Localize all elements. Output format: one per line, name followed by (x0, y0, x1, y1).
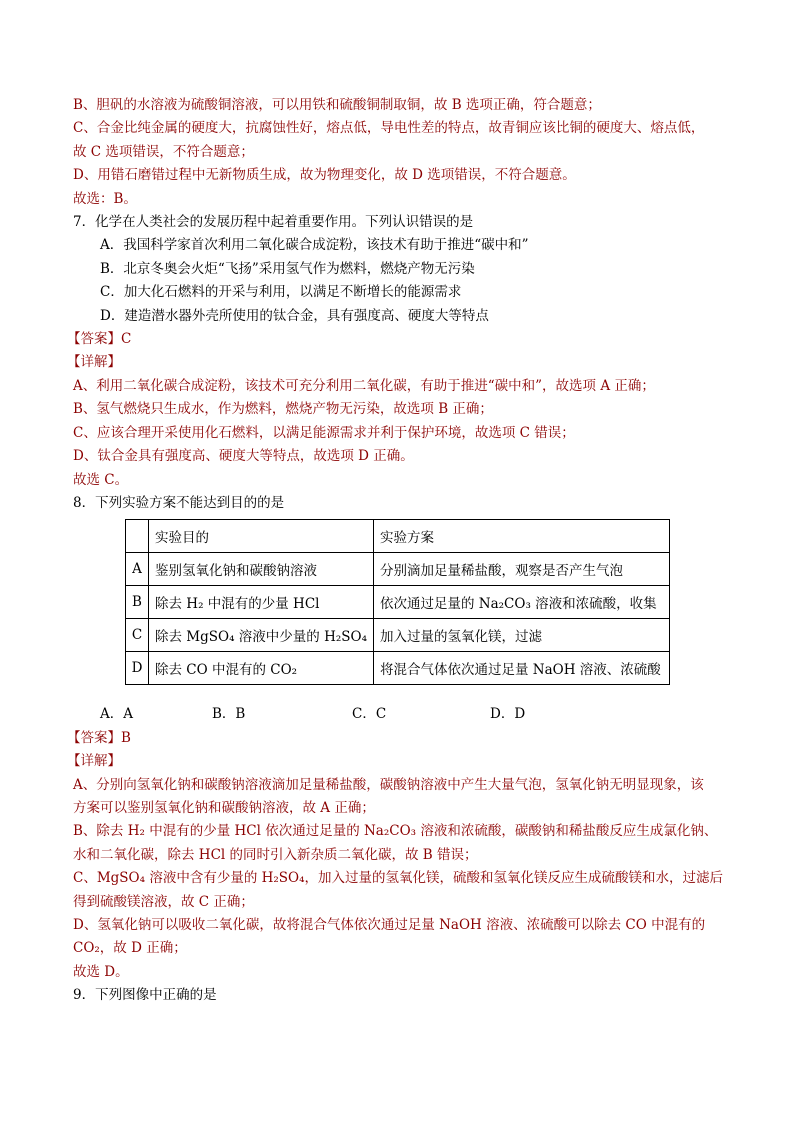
answer-label: 【答案】 (67, 331, 121, 348)
question-8 (67, 492, 733, 984)
row-plan: 依次通过足量的 Na₂CO₃ 溶液和浓硫酸，收集 (373, 586, 669, 619)
detail-line (67, 351, 733, 374)
answer-line (67, 727, 733, 750)
prev-explanation (73, 94, 733, 211)
row-purpose: 除去 MgSO₄ 溶液中少量的 H₂SO₄ (149, 619, 374, 652)
question-9 (73, 984, 733, 1007)
table-row (126, 619, 670, 652)
row-label: B (126, 586, 149, 619)
table-row (126, 553, 670, 586)
explanation-line: C、合金比纯金属的硬度大，抗腐蚀性好，熔点低，导电性差的特点，故青铜应该比铜的硬度大、熔点低， (73, 120, 705, 137)
document-page (67, 94, 733, 1008)
detail-label: 【详解】 (67, 753, 121, 770)
answer-label: 【答案】 (67, 729, 121, 746)
explanation-line: CO₂，故 D 正确； (73, 940, 187, 957)
answer-line (67, 328, 733, 351)
explanation-line: B、除去 H₂ 中混有的少量 HCl 依次通过足量的 Na₂CO₃ 溶液和浓硫酸，碳酸钠和稀盐酸反应生成氯化钠、 (73, 823, 718, 840)
option-b: B．北京冬奥会火炬“飞扬”采用氢气作为燃料，燃烧产物无污染 (100, 260, 475, 277)
option-d: D．建造潜水器外壳所使用的钛合金，具有强度高、硬度大等特点 (100, 307, 489, 324)
explanation-line: C、MgSO₄ 溶液中含有少量的 H₂SO₄，加入过量的氢氧化镁，硫酸和氢氧化镁反应生成硫酸镁和水，过滤后 (73, 870, 724, 887)
option-c: C．加大化石燃料的开采与利用，以满足不断增长的能源需求 (100, 284, 462, 301)
row-label: A (126, 553, 149, 586)
explanation-line: A、利用二氧化碳合成淀粉，该技术可充分利用二氧化碳，有助于推进“碳中和”，故选项 A 正确； (73, 377, 655, 394)
header-cell: 实验方案 (373, 520, 669, 553)
row-label: C (126, 619, 149, 652)
explanation-line: 方案可以鉴别氢氧化钠和碳酸钠溶液，故 A 正确； (73, 799, 375, 816)
row-purpose: 除去 H₂ 中混有的少量 HCl (149, 586, 374, 619)
explanation-line: A、分别向氢氧化钠和碳酸钠溶液滴加足量稀盐酸，碳酸钠溶液中产生大量气泡，氢氧化钠无明显现象，该 (73, 776, 704, 793)
question-stem: 8．下列实验方案不能达到目的的是 (73, 494, 285, 511)
table-row (126, 652, 670, 685)
row-plan: 将混合气体依次通过足量 NaOH 溶液、浓硫酸 (373, 652, 669, 685)
header-cell (126, 520, 149, 553)
explanation-line: D、氢氧化钠可以吸收二氧化碳，故将混合气体依次通过足量 NaOH 溶液、浓硫酸可以除去 CO 中混有的 (73, 916, 706, 933)
row-plan: 加入过量的氢氧化镁，过滤 (373, 619, 669, 652)
explanation-line: C、应该合理开采使用化石燃料，以满足能源需求并利于保护环境，故选项 C 错误； (73, 424, 575, 441)
explanation-line: 故选 D。 (73, 963, 129, 980)
detail-label: 【详解】 (67, 354, 121, 371)
explanation-line: D、钛合金具有强度高、硬度大等特点，故选项 D 正确。 (73, 448, 414, 465)
explanation-line: 水和二氧化碳，除去 HCl 的同时引入新杂质二氧化碳，故 B 错误； (73, 846, 478, 863)
row-label: D (126, 652, 149, 685)
question-stem: 9．下列图像中正确的是 (73, 987, 217, 1004)
explanation-line: 故选 C。 (73, 471, 129, 488)
choice-a: A．A (100, 706, 133, 723)
explanation-line: D、用错石磨错过程中无新物质生成，故为物理变化，故 D 选项错误，不符合题意。 (73, 167, 576, 184)
choice-c: C．C (352, 706, 387, 723)
question-7 (67, 211, 733, 492)
explanation-line: B、胆矾的水溶液为硫酸铜溶液，可以用铁和硫酸铜制取铜，故 B 选项正确，符合题意； (73, 97, 601, 113)
answer-value: B (121, 729, 131, 746)
choice-d: D．D (490, 706, 526, 723)
choice-b: B．B (212, 706, 246, 723)
row-plan: 分别滴加足量稀盐酸，观察是否产生气泡 (373, 553, 669, 586)
explanation-line: 得到硫酸镁溶液，故 C 正确； (73, 893, 254, 910)
explanation-line: B、氢气燃烧只生成水，作为燃料，燃烧产物无污染，故选项 B 正确； (73, 401, 493, 418)
explanation-line: 故选：B。 (73, 190, 137, 207)
answer-value: C (121, 331, 132, 348)
table-row (126, 586, 670, 619)
header-cell: 实验目的 (149, 520, 374, 553)
experiment-table (125, 519, 670, 685)
answer-choices (73, 703, 733, 726)
explanation-line: 故 C 选项错误，不符合题意； (73, 143, 254, 160)
detail-line (67, 750, 733, 773)
question-stem: 7．化学在人类社会的发展历程中起着重要作用。下列认识错误的是 (73, 214, 474, 231)
option-a: A．我国科学家首次利用二氧化碳合成淀粉，该技术有助于推进“碳中和” (100, 237, 529, 254)
row-purpose: 鉴别氢氧化钠和碳酸钠溶液 (149, 553, 374, 586)
row-purpose: 除去 CO 中混有的 CO₂ (149, 652, 374, 685)
table-header-row (126, 520, 670, 553)
